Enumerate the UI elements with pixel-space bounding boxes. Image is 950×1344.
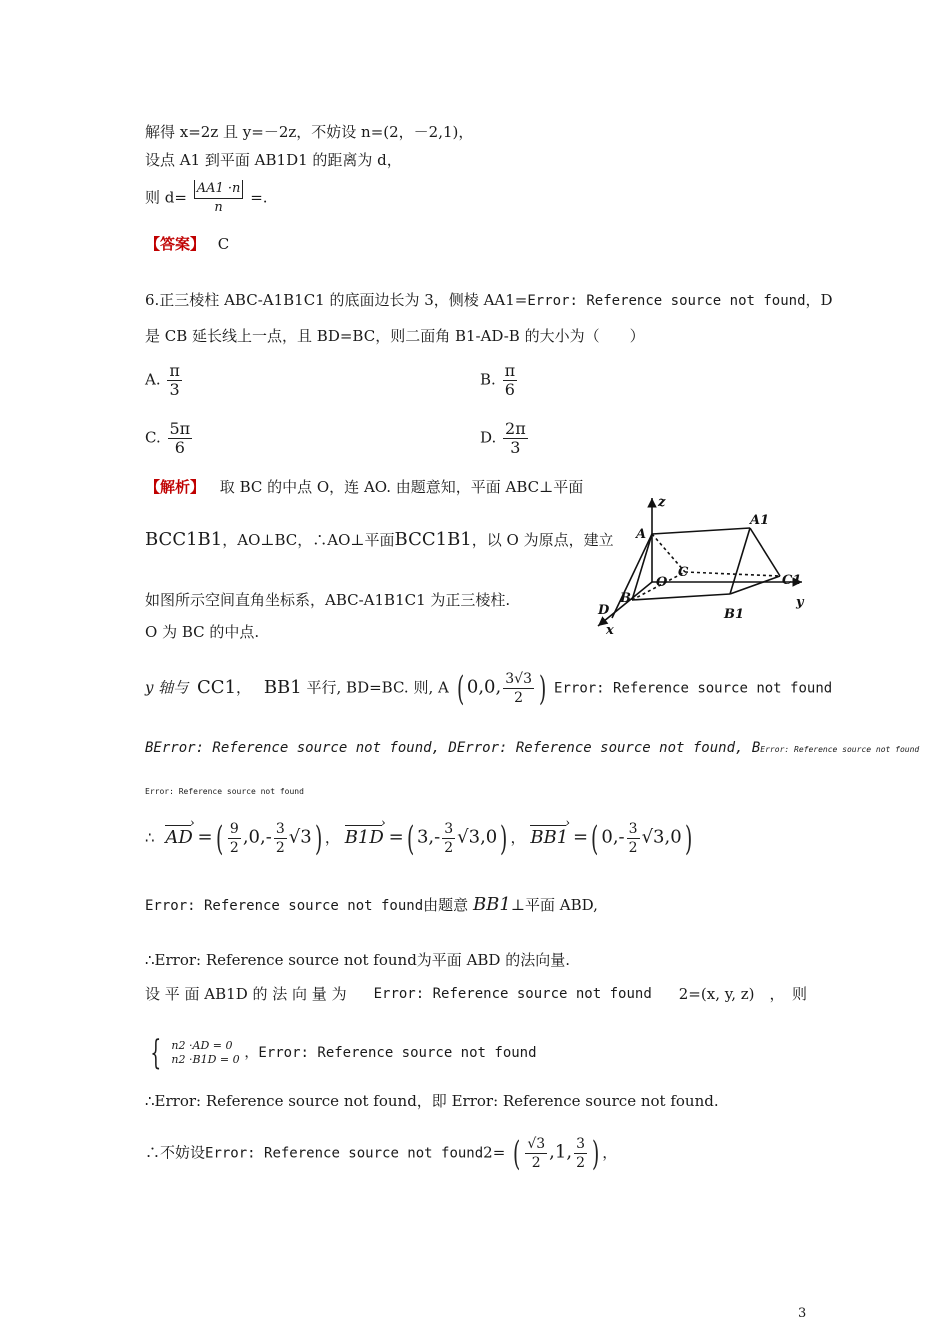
system-eq-1: n2 ·AD = 0 (171, 1039, 233, 1052)
y-axis-line-text: y 轴与 CC1， BB1 平行, BD=BC. 则, A ( 0,0, $\frac{3√3}{2}$ ) Error: Reference source not found (145, 668, 833, 709)
edge-cc1 (685, 572, 780, 576)
plane-bcc1b1-2: BCC1B1 (394, 529, 472, 550)
option-a-label: A. (145, 370, 161, 389)
analysis-text-1: 取 BC 的中点 O，连 AO. 由题意知，平面 ABC⊥平面 (219, 478, 584, 496)
option-b-den: 6 (504, 380, 515, 399)
error-ref-b: Error: Reference source not found (145, 898, 424, 914)
label-d: D (598, 603, 610, 618)
option-b-num: π (504, 361, 516, 380)
analysis-line3: 如图所示空间直角坐标系，ABC-A1B1C1 为正三棱柱. (145, 591, 511, 609)
coord-a: 0,0, (466, 676, 502, 698)
perp-suffix: 由题意 (423, 896, 469, 914)
coord-a-den: 2 (514, 690, 524, 706)
set-plane-line (145, 984, 807, 1004)
normal-line: ∴Error: Reference source not found为平面 ABD 的法向量. (145, 951, 570, 969)
last-den2: 2 (576, 1155, 585, 1171)
b1d-value: 3,- (416, 826, 441, 848)
q6-line2: 是 CB 延长线上一点，且 BD=BC，则二面角 B1-AD-B 的大小为（ ） (145, 327, 645, 345)
label-b1: B1 (724, 607, 745, 622)
analysis-line1 (145, 477, 583, 497)
solve-line: 解得 x=2z 且 y=－2z，不妨设 n=(2，－2,1)， (145, 123, 474, 141)
option-c-num: 5π (169, 419, 191, 438)
bb1-value: 0,- (601, 826, 625, 848)
coord-a-num: 3√3 (505, 671, 532, 687)
distance-formula (145, 180, 268, 217)
error-small-b1: Error: Reference source not found (760, 745, 920, 754)
option-d-num: 2π (505, 419, 526, 438)
last-line-error: Error: Reference source not found (205, 1145, 484, 1162)
system-eq-2: n2 ·B1D = 0 (171, 1053, 240, 1066)
ji-line: ∴Error: Reference source not found，即 Error: Reference source not found. (145, 1092, 719, 1110)
edge-aa1 (652, 528, 750, 534)
analysis-line2 (145, 530, 614, 550)
option-c-den: 6 (174, 438, 185, 457)
label-b: B (620, 591, 631, 606)
last-num2: 3 (576, 1136, 585, 1152)
edge-a1c1 (750, 528, 780, 576)
q6-stem-a: 6.正三棱柱 ABC-A1B1C1 的底面边长为 3，侧棱 AA1= (145, 291, 528, 309)
edge-b1c1 (730, 576, 780, 594)
option-a-den: 3 (169, 380, 180, 399)
line-bd (145, 738, 919, 760)
last-den1: 2 (531, 1155, 541, 1171)
system-error: ，Error: Reference source not found (244, 1045, 537, 1061)
formula-numerator: AA1 ·n (194, 180, 244, 199)
analysis-text-2: ，AO⊥BC，∴AO⊥平面 (222, 531, 395, 549)
perp-plane: ⊥平面 ABD, (510, 896, 598, 914)
distance-fraction (194, 180, 244, 217)
bd-text: BError: Reference source not found, DError: Reference source not found, B (145, 740, 761, 756)
answer-label: 【答案】 (145, 235, 206, 253)
label-a: A (636, 527, 647, 542)
q6-line1 (145, 290, 833, 311)
analysis-label: 【解析】 (145, 478, 206, 496)
set-plane-error: Error: Reference source not found (373, 986, 652, 1002)
label-c: C (678, 565, 689, 580)
set-plane-tail: 2=(x, y, z) ， 则 (678, 985, 807, 1003)
label-o: O (656, 575, 668, 590)
analysis-text-3: ，以 O 为原点，建立 (471, 531, 614, 549)
last-num1: √3 (527, 1136, 546, 1152)
error-small-line: Error: Reference source not found (145, 787, 304, 796)
option-c-label: C. (145, 428, 161, 447)
formula-suffix: =. (250, 188, 268, 207)
option-d-label: D. (480, 428, 497, 447)
option-b-label: B. (480, 370, 496, 389)
analysis-line4: O 为 BC 的中点. (145, 623, 260, 641)
prism-diagram (590, 490, 815, 640)
vec-bb1-3: BB1 (472, 894, 511, 915)
edge-ad (612, 534, 652, 618)
y-axis-text: y 轴与 (145, 678, 189, 697)
error-ref-a: Error: Reference source not found (554, 680, 833, 697)
page-number: 3 (798, 1306, 807, 1321)
label-a1: A1 (750, 513, 770, 528)
formula-prefix: 则 d= (145, 188, 187, 207)
option-d (480, 420, 530, 457)
last-line-a: ∴不妨设 (145, 1143, 206, 1162)
option-b (480, 362, 519, 399)
q6-error-ref: Error: Reference source not found (527, 293, 806, 309)
label-y: y (796, 595, 804, 610)
answer-line (145, 234, 229, 254)
vec-bb1: BB1 (263, 676, 302, 698)
parallel-text: 平行, BD=BC. 则, A (306, 678, 449, 697)
edge-bb1 (632, 594, 730, 600)
last-line-b: 2= (483, 1143, 506, 1162)
option-d-den: 3 (510, 438, 521, 457)
option-a-num: π (169, 361, 180, 380)
edge-a1b1 (730, 528, 750, 594)
vec-bb1-2: BB1 › (530, 828, 568, 848)
set-plane-text: 设 平 面 AB1D 的 法 向 量 为 (145, 985, 347, 1003)
label-z: z (658, 495, 666, 510)
last-mid: ,1, (549, 1141, 573, 1163)
therefore-sym: ∴ (145, 828, 155, 847)
option-c (145, 420, 194, 457)
q6-stem-b: ，D (805, 291, 833, 309)
system-line: { n2 ·AD = 0 n2 ·B1D = 0 ，Error: Reference source not found (150, 1033, 537, 1073)
vec-ad: AD › (165, 828, 192, 848)
answer-value: C (217, 235, 230, 253)
option-a (145, 362, 184, 399)
vectors-line: ∴ AD › =( $\frac{9}{2}$ ,0,- $\frac{3}{2}$ √3) ， B1D › =( 3,- $\frac{3}{2}$ √3,0) ， BB1 › =( 0,- $\frac{3}{2}$ √3,0) (145, 820, 695, 857)
label-x: x (606, 623, 614, 638)
plane-bcc1b1: BCC1B1 (145, 529, 223, 550)
label-c1: C1 (782, 573, 802, 588)
vec-cc1: CC1 (197, 676, 237, 698)
perp-line (145, 895, 598, 916)
vec-b1d: B1D › (345, 828, 384, 848)
last-line: ∴不妨设Error: Reference source not found2= ( $\frac{√3}{2}$ ,1, $\frac{3}{2}$ ) ， (145, 1133, 618, 1174)
distance-line: 设点 A1 到平面 AB1D1 的距离为 d， (145, 151, 402, 169)
formula-denominator: n (214, 200, 223, 215)
